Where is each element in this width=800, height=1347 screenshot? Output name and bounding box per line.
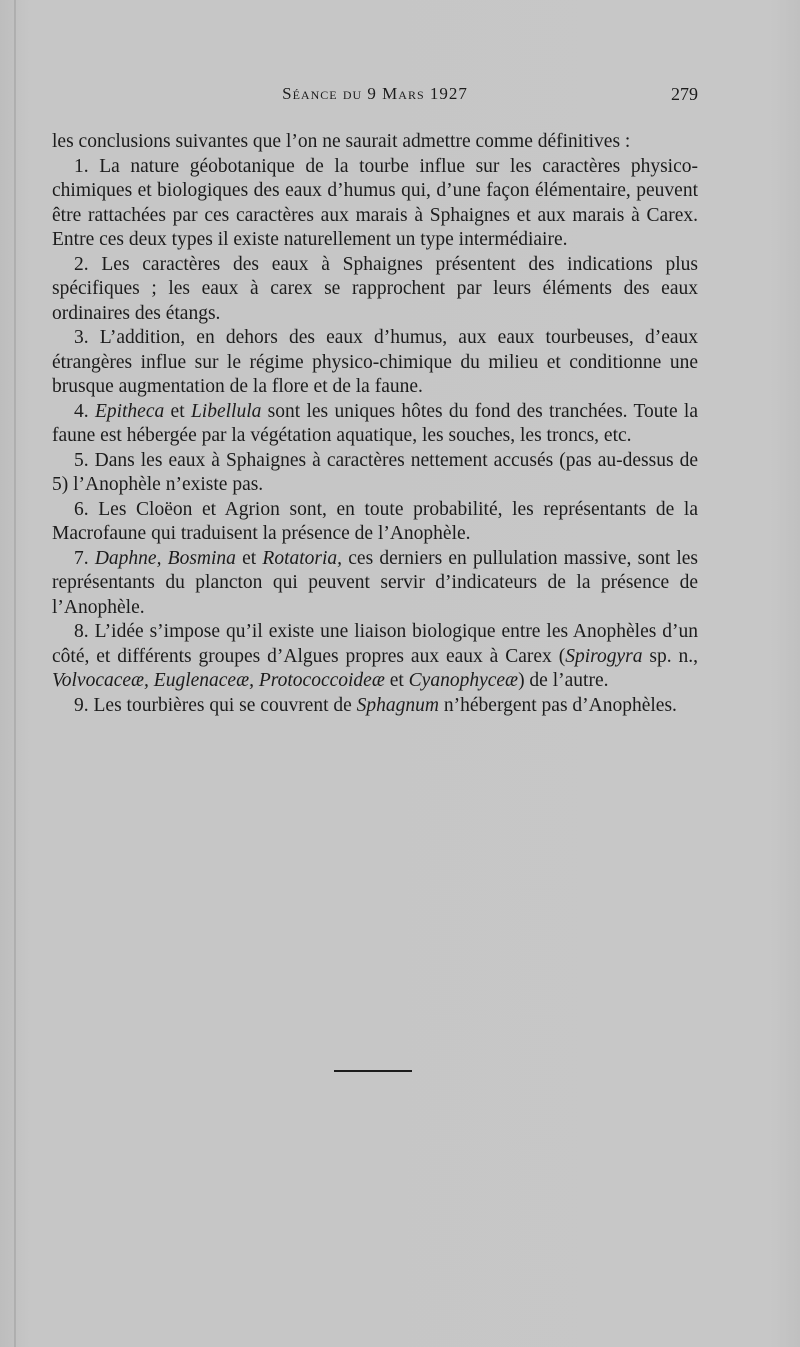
item-number: 4. — [74, 400, 89, 422]
genus-name: Spirogyra — [565, 645, 643, 667]
genus-name: Daphne, Bosmina — [94, 547, 236, 569]
conclusion-8 — [52, 620, 698, 694]
item-number: 6. — [74, 498, 89, 520]
item-text: n’hébergent pas d’Anophèles. — [439, 694, 677, 716]
running-title: Séance du 9 Mars 1927 — [282, 84, 468, 103]
conclusion-6 — [52, 498, 698, 547]
item-text: sont les uniques hôtes du fond des tranchées. Toute la faune est hébergée par la végétation aquatique, les souches, les troncs, etc. — [52, 400, 698, 446]
item-text: Dans les eaux à Sphaignes à caractères nettement accusés (pas au-dessus de 5) l’Anophèle n’existe pas. — [52, 449, 699, 495]
binding-edge — [14, 0, 16, 1347]
item-text: sp. n., — [642, 645, 699, 667]
end-rule — [334, 1070, 412, 1072]
item-text: et — [164, 400, 191, 422]
item-text: Les tourbières qui se couvrent de — [93, 694, 357, 716]
item-number: 2. — [74, 253, 89, 275]
conclusion-4 — [52, 400, 698, 449]
body-text — [52, 130, 698, 718]
item-text: et — [384, 670, 409, 691]
genus-name: Rotatoria, — [262, 547, 343, 569]
item-number: 3. — [74, 327, 89, 348]
item-text: Les Cloëon et Agrion sont, en toute probabilité, les représentants de la Macrofaune qui traduisent la présence de l’Anophèle. — [52, 498, 698, 544]
genus-name: Epitheca — [94, 400, 165, 422]
intro-paragraph: les conclusions suivantes que l’on ne saurait admettre comme définitives : — [52, 131, 631, 152]
conclusion-7 — [52, 547, 698, 621]
item-text: et — [235, 547, 263, 569]
item-text: ) de l’autre. — [518, 670, 609, 691]
genus-name: Libellula — [190, 400, 262, 422]
page-number: 279 — [671, 84, 698, 104]
running-head — [52, 84, 698, 112]
conclusion-3 — [52, 326, 698, 400]
conclusion-2 — [52, 253, 698, 327]
conclusion-9 — [52, 694, 698, 719]
item-text: L’addition, en dehors des eaux d’humus, aux eaux tourbeuses, d’eaux étrangères influe sur le régime physico-chimique du milieu et conditionne une brusque augmentation de la flore et de la faune. — [52, 327, 699, 397]
family-names: Volvocaceæ, Euglenaceæ, Protococcoideæ — [52, 670, 385, 691]
item-number: 8. — [74, 621, 89, 642]
genus-name: Sphagnum — [356, 694, 440, 716]
item-number: 7. — [74, 547, 89, 569]
conclusion-1 — [52, 155, 698, 253]
family-name: Cyanophyceæ — [408, 670, 519, 691]
item-text: Les caractères des eaux à Sphaignes présentent des indications plus spécifiques ; les eaux à carex se rapprochent par leurs éléments des eaux ordinaires des étangs. — [52, 253, 698, 324]
item-text: La nature géobotanique de la tourbe influe sur les caractères physico-chimiques et biologiques des eaux d’humus qui, d’une façon élémentaire, peuvent être rattachées par ces caractères aux marais à Sphaignes et aux marais à Carex. Entre ces deux types il existe naturellement un type intermédiaire. — [52, 155, 698, 250]
conclusion-5 — [52, 449, 698, 498]
item-text: ces derniers en pullulation massive, sont les représentants du plancton qui peuvent servir d’indicateurs de la présence de l’Anophèle. — [52, 547, 699, 618]
item-text: L’idée s’impose qu’il existe une liaison biologique entre les Anophèles d’un côté, et différents groupes d’Algues propres aux eaux à Carex ( — [52, 621, 698, 667]
item-number: 1. — [74, 155, 89, 177]
item-number: 9. — [74, 694, 89, 716]
item-number: 5. — [74, 449, 89, 471]
